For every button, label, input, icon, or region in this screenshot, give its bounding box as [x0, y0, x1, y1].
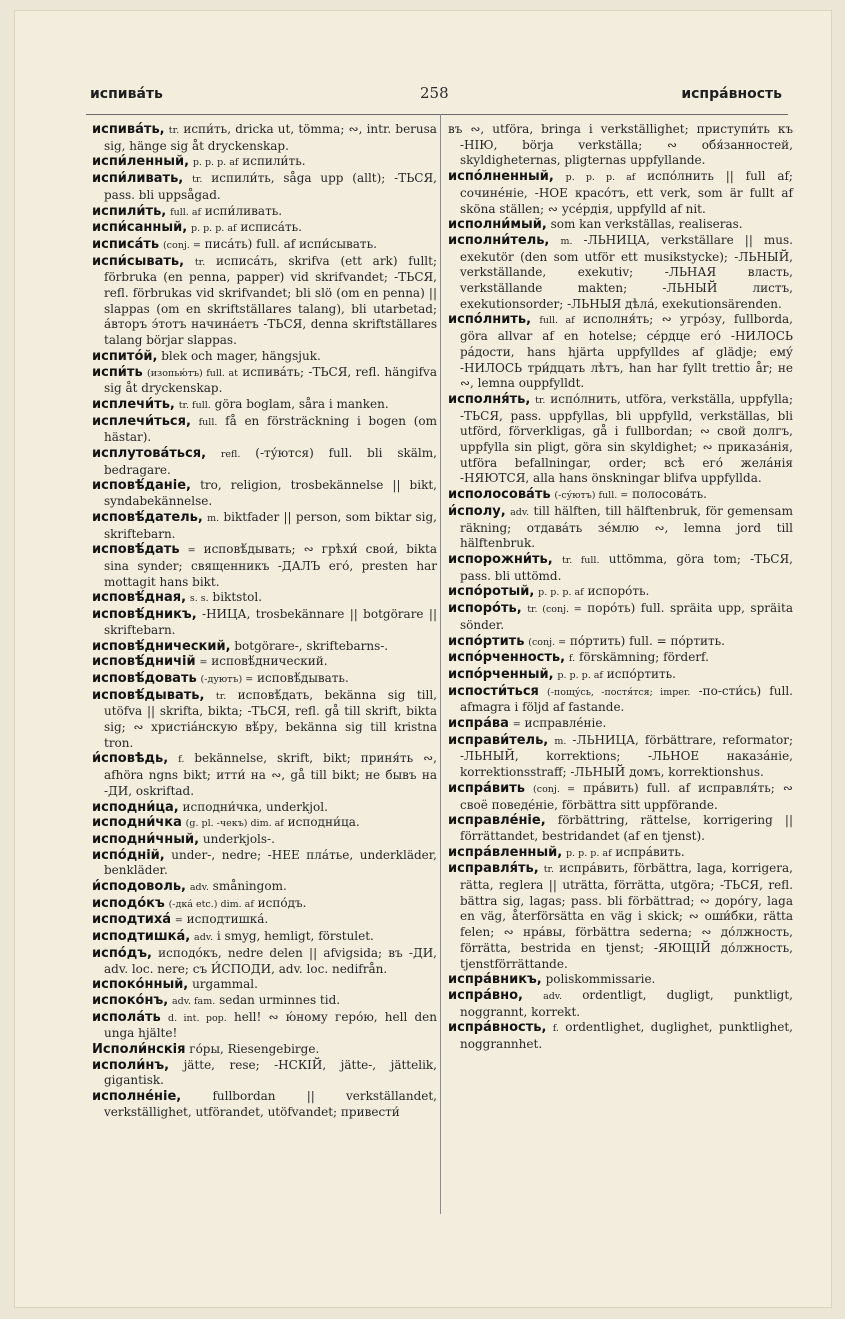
- entry-headword: исповѣ́дная,: [92, 590, 187, 606]
- entry-definition: hell! ∾ ю́ному геро́ю, hell den unga hjälte!: [104, 1009, 437, 1041]
- entry-grammar-label: (-дуютъ) =: [200, 673, 254, 685]
- entry-headword: испрáва: [448, 716, 509, 732]
- entry-headword: испи́ть: [92, 364, 143, 380]
- entry-definition: bekännelse, skrift, bikt; приня́ть ∾, afhöra ngns bikt; итти́ на ∾, gå till bikt; не бывъ на -ДИ, oskriftad.: [104, 751, 437, 798]
- entry-definition: under-, nedre; -НЕЕ плáтье, underkläder, benkläder.: [104, 847, 437, 878]
- entry-definition: испивáть; -ТЬСЯ, refl. hängifva sig åt dryckenskap.: [104, 364, 437, 396]
- dictionary-entry: [448, 988, 793, 1020]
- header-rule: [86, 114, 788, 115]
- entry-headword: испости́ться: [448, 683, 539, 699]
- dictionary-entry: [92, 993, 437, 1010]
- entry-headword: и́сподоволь,: [92, 879, 186, 895]
- entry-grammar-label: tr. (conj. =: [527, 604, 582, 616]
- entry-definition: исповѣ́днический.: [211, 654, 328, 669]
- entry-grammar-label: adv.: [510, 506, 530, 518]
- dictionary-entry: [92, 946, 437, 977]
- entry-definition: полосовáть.: [632, 487, 707, 502]
- entry-definition: испи́ть, dricka ut, tömma; ∾, intr. berusa sig, hänge sig åt dryckenskap.: [104, 122, 437, 153]
- dictionary-entry: [92, 220, 437, 237]
- entry-definition: исписáть.: [240, 220, 302, 235]
- entry-grammar-label: tr.: [215, 690, 227, 702]
- page-header: [78, 84, 788, 106]
- entry-headword: испо́лнить,: [448, 312, 532, 328]
- entry-definition: göra boglam, såra i manken.: [214, 396, 389, 411]
- dictionary-entry: [92, 977, 437, 993]
- entry-headword: исповѣ́днический,: [92, 638, 231, 654]
- dictionary-entry: [448, 487, 793, 504]
- entry-grammar-label: (-дкá etc.) dim. af: [168, 898, 254, 910]
- entry-headword: испо́дній,: [92, 847, 165, 863]
- dictionary-entry: [92, 349, 437, 365]
- entry-definition: испили́ть, såga upp (allt); -ТЬСЯ, pass. bli uppsågad.: [104, 171, 437, 202]
- dictionary-entry: [92, 1058, 437, 1089]
- entry-headword: испоро́ть,: [448, 601, 522, 617]
- entry-definition: tro, religion, trosbekännelse || bikt, syndabekännelse.: [104, 478, 437, 509]
- entry-grammar-label: tr.: [168, 125, 180, 136]
- entry-grammar-label: f.: [552, 1023, 559, 1035]
- dictionary-entry: [448, 667, 793, 684]
- entry-definition: прáвить) full. af исправля́ть; ∾ своё поведéніе, förbättra sitt uppförande.: [460, 780, 793, 812]
- dictionary-entry: [448, 392, 793, 487]
- dictionary-entry: [448, 845, 793, 862]
- entry-headword: исполни́тель,: [448, 232, 550, 248]
- entry-headword: исподни́ца,: [92, 799, 179, 815]
- dictionary-entry: [448, 312, 793, 392]
- entry-headword: испоко́нный,: [92, 977, 189, 993]
- entry-definition: få en försträckning i bogen (om hästar).: [104, 413, 437, 445]
- entry-definition: ordentlighet, duglighet, punktlighet, noggrannhet.: [460, 1020, 793, 1052]
- entry-definition: испили́ть.: [242, 154, 306, 169]
- dictionary-entry: [448, 122, 793, 169]
- entry-grammar-label: (conj. =: [162, 239, 201, 251]
- page-number: 258: [420, 84, 449, 102]
- dictionary-entry: [448, 813, 793, 844]
- entry-headword: исписáть: [92, 236, 160, 252]
- entry-headword: исполи́нъ,: [92, 1057, 170, 1073]
- entry-grammar-label: p. p. p. af: [557, 669, 603, 681]
- dictionary-entry: [448, 217, 793, 233]
- entry-definition: испи́ливать.: [204, 203, 283, 218]
- dictionary-entry: [92, 237, 437, 254]
- entry-definition: blek och mager, hängsjuk.: [161, 348, 321, 363]
- entry-headword: исправля́ть,: [448, 861, 539, 877]
- entry-grammar-label: p. p. p. af: [538, 587, 584, 599]
- entry-headword: исповѣ́довать: [92, 670, 197, 686]
- entry-definition: исподни́ца.: [287, 815, 360, 830]
- entry-definition: испоро́ть.: [587, 584, 650, 599]
- dictionary-entry: [92, 896, 437, 913]
- entry-definition: biktfader || person, som biktar sig, skriftebarn.: [104, 509, 437, 541]
- entry-headword: испрáвленный,: [448, 844, 563, 860]
- column-divider: [440, 114, 441, 1214]
- entry-definition: -ЛЬНИЦА, förbättrare, reformator; -ЛЬНЫЙ, korrektions; -ЛЬНОЕ наказáніе, korrektionsstraff; -ЛЬНЫЙ домъ, korrektionshus.: [460, 732, 793, 780]
- dictionary-entry: [92, 478, 437, 509]
- entry-headword: испрáвность,: [448, 1020, 547, 1036]
- entry-headword: исповѣ́дать: [92, 542, 180, 558]
- dictionary-entry: [448, 552, 793, 584]
- dictionary-entry: [92, 397, 437, 414]
- entry-definition: исполня́ть; ∾ угро́зу, fullborda, göra allvar af en hotelse; сéрдце его́ -НИЛОСЬ рáдости, hans hjärta uppfylldes af glädje; ему́ -НИЛОСЬ три́дцать лѣтъ, han har fyllt trettio år; не ∾, lemna ouppfylldt.: [460, 312, 793, 391]
- entry-definition: urgammal.: [192, 977, 258, 992]
- dictionary-entry: [92, 154, 437, 171]
- entry-definition: underkjols-.: [202, 831, 275, 846]
- entry-headword: испито́й,: [92, 348, 158, 364]
- dictionary-entry: [448, 972, 793, 988]
- entry-grammar-label: tr.: [535, 394, 546, 406]
- dictionary-entry: [92, 639, 437, 655]
- dictionary-entry: [92, 671, 437, 688]
- entry-grammar-label: adv.: [194, 932, 214, 944]
- entry-headword: исполни́мый,: [448, 217, 547, 233]
- entry-definition: (-ту́ются) full. bli skälm, bedragare.: [104, 446, 437, 477]
- entry-definition: jätte, rese; -НСКІЙ, jätte-, jättelik, gigantisk.: [104, 1057, 437, 1088]
- entry-grammar-label: adv.: [189, 882, 209, 894]
- entry-definition: го́ры, Riesengebirge.: [189, 1042, 320, 1057]
- dictionary-entry: [92, 1042, 437, 1058]
- entry-headword: испоко́нъ,: [92, 992, 169, 1008]
- entry-headword: исподтихá: [92, 912, 172, 928]
- dictionary-entry: [448, 861, 793, 972]
- entry-grammar-label: p. p. p. af: [565, 172, 636, 184]
- entry-grammar-label: p. p. p. af: [190, 223, 237, 235]
- entry-grammar-label: =: [174, 915, 183, 927]
- entry-definition: по́ртить) full. = по́ртить.: [569, 633, 725, 648]
- entry-headword: испи́ливать,: [92, 171, 184, 187]
- entry-definition: biktstol.: [212, 590, 263, 605]
- dictionary-entry: [448, 634, 793, 651]
- dictionary-entry: [92, 365, 437, 397]
- entry-grammar-label: f.: [568, 653, 576, 665]
- dictionary-entry: [92, 879, 437, 896]
- entry-definition: испрáвить.: [615, 844, 685, 859]
- entry-grammar-label: f.: [178, 754, 185, 766]
- entry-grammar-label: adv. fam.: [172, 995, 216, 1007]
- entry-definition: испрáвить, förbättra, laga, korrigera, rätta, reglera || uträtta, förrätta, utgöra; -ТЬСЯ, refl. bättra sig, lagas; pass. bli förbättrad; ∾ доро́гу, laga en väg, återförsätta en väg i skick; ∾ оши́бки, rätta felen; ∾ нрáвы, förbättra sederna; ∾ до́лжность, förrätta, bestrida en tjenst; -ЯЮЩІЙ до́лжность, tjenstförrättande.: [460, 861, 793, 971]
- entry-headword: испо́рченность,: [448, 650, 566, 666]
- entry-definition: förbättring, rättelse, korrigering || förrättandet, bestridandet (af en tjenst).: [460, 813, 793, 843]
- entry-definition: ordentligt, dugligt, punktligt, noggrannt, korrekt.: [460, 987, 793, 1019]
- dictionary-entry: [448, 650, 793, 667]
- entry-grammar-label: m.: [554, 735, 567, 747]
- entry-definition: исповѣ́дывать.: [257, 670, 349, 685]
- dictionary-entry: [448, 233, 793, 313]
- dictionary-entry: [92, 800, 437, 816]
- entry-headword: испо́ротый,: [448, 584, 535, 600]
- entry-grammar-label: tr. full.: [178, 399, 211, 411]
- entry-grammar-label: adv.: [543, 990, 563, 1002]
- entry-grammar-label: tr.: [194, 256, 206, 268]
- entry-headword: испрáвникъ,: [448, 972, 542, 988]
- entry-definition: исповѣ́дать, bekänna sig till, utöfva || skrifta, bikta; -ТЬСЯ, refl. gå till skrift, bikta sig; ∾ христіáнскую вѣ́ру, bekänna sig till kristna tron.: [104, 687, 437, 750]
- entry-grammar-label: (-су́ютъ) full. =: [554, 490, 629, 502]
- entry-headword: исподо́къ: [92, 895, 165, 911]
- entry-headword: исправлéніе,: [448, 813, 546, 829]
- entry-grammar-label: (conj. =: [533, 783, 576, 795]
- dictionary-entry: [92, 815, 437, 832]
- entry-definition: förskämning; förderf.: [578, 650, 709, 665]
- entry-headword: исплутовáться,: [92, 446, 207, 462]
- entry-definition: botgörare-, skriftebarns-.: [234, 638, 389, 653]
- entry-headword: испи́санный,: [92, 220, 188, 236]
- entry-headword: испо́дъ,: [92, 945, 152, 961]
- entry-grammar-label: m.: [560, 235, 573, 247]
- entry-definition: -НИЦА, trosbekännare || botgörare || skriftebarn.: [104, 607, 437, 637]
- dictionary-entry: [448, 584, 793, 601]
- entry-grammar-label: =: [199, 657, 208, 669]
- dictionary-entry: [92, 912, 437, 929]
- entry-definition: till hälften, till hälftenbruk, för gemensam räkning; отдавáть зéмлю ∾, lemna jord till hälftenbruk.: [460, 503, 793, 551]
- entry-headword: испи́ленный,: [92, 154, 190, 170]
- dictionary-entry: [92, 204, 437, 221]
- entry-definition: i smyg, hemligt, förstulet.: [216, 929, 374, 944]
- entry-headword: исполосовáть: [448, 487, 551, 503]
- entry-grammar-label: p. p. p. af: [566, 847, 612, 859]
- entry-headword: исповѣ́датель,: [92, 509, 203, 525]
- entry-headword: исповѣ́дничій: [92, 654, 196, 670]
- entry-grammar-label: tr. full.: [561, 554, 600, 566]
- entry-definition: uttömma, göra tom; -ТЬСЯ, pass. bli uttömd.: [460, 551, 793, 583]
- entry-headword: исподни́чка: [92, 815, 182, 831]
- entry-headword: исповѣ́дывать,: [92, 687, 205, 703]
- entry-grammar-label: =: [187, 545, 196, 557]
- entry-grammar-label: refl.: [220, 449, 241, 461]
- entry-definition: испо́лнить || full af; сочинéніе, -НОЕ красо́тъ, ett verk, som är fullt af sköna ställen; ∾ усéрдія, uppfylld af nit.: [460, 169, 793, 216]
- entry-grammar-label: d. int. pop.: [167, 1012, 227, 1024]
- entry-headword: исполне́ніе,: [92, 1089, 182, 1105]
- entry-grammar-label: full. af: [539, 315, 575, 327]
- entry-grammar-label: (conj. =: [528, 636, 567, 648]
- entry-definition: исправлéніе.: [524, 716, 607, 731]
- entry-definition: исподни́чка, underkjol.: [182, 799, 328, 814]
- right-column: [448, 122, 793, 1053]
- entry-definition: писáть) full. af испи́сывать.: [204, 236, 377, 251]
- entry-grammar-label: (-пощу́сь, -постя́тся; imper.: [547, 686, 691, 698]
- dictionary-entry: [92, 446, 437, 478]
- entry-definition: исписáть, skrifva (ett ark) fullt; förbruka (en penna, papper) vid skrifvandet; -ТЬСЯ, refl. förbrukas vid skrifvandet; bli slö (om en penna) || slappas (om en skriftställares talang), bli utarbetad; áвторъ э́тотъ начинáетъ -ТЬСЯ, denna skriftställares talang börjar slappas.: [104, 253, 437, 348]
- entry-headword: исповѣ́даніе,: [92, 478, 191, 494]
- dictionary-entry: [92, 414, 437, 446]
- entry-grammar-label: =: [512, 719, 521, 731]
- entry-grammar-label: tr.: [192, 174, 203, 186]
- entry-headword: исповѣ́дникъ,: [92, 607, 197, 623]
- entry-definition: poliskommissarie.: [545, 972, 656, 987]
- entry-grammar-label: p. p. p. af: [192, 157, 239, 169]
- entry-headword: испо́лненный,: [448, 169, 554, 185]
- dictionary-entry: [92, 1010, 437, 1042]
- entry-grammar-label: full. af: [170, 206, 201, 218]
- entry-definition: испо́дъ.: [257, 895, 307, 910]
- dictionary-entry: [92, 171, 437, 203]
- entry-headword: испи́сывать,: [92, 253, 185, 269]
- entry-headword: исподни́чный,: [92, 831, 200, 847]
- entry-headword: и́сполу,: [448, 503, 506, 519]
- dictionary-entry: [92, 751, 437, 799]
- dictionary-entry: [92, 929, 437, 946]
- entry-grammar-label: tr.: [543, 864, 555, 876]
- entry-grammar-label: (изопью́тъ) full. at: [146, 367, 238, 379]
- entry-headword: испорожни́ть,: [448, 551, 553, 567]
- entry-headword: испрáвить: [448, 780, 525, 796]
- dictionary-entry: [92, 510, 437, 542]
- dictionary-entry: [92, 542, 437, 590]
- entry-definition: sedan urminnes tid.: [219, 992, 341, 1007]
- entry-definition: som kan verkställas, realiseras.: [550, 217, 743, 232]
- dictionary-entry: [92, 254, 437, 349]
- dictionary-entry: [92, 122, 437, 154]
- entry-definition: исподо́къ, nedre delen || afvigsida; въ -ДИ, adv. loc. nere; съ И́СПОДИ, adv. loc. nedifrån.: [104, 945, 437, 976]
- dictionary-entry: [92, 607, 437, 638]
- entry-definition: въ ∾, utföra, bringa i verkställighet; приступи́ть къ -НІЮ, börja verkställa; ∾ обя́занностей, skyldigheternas, pligternas uppfyllande.: [448, 122, 793, 168]
- entry-definition: испо́лнить, utföra, verkställa, uppfylla; -ТЬСЯ, pass. uppfyllas, bli uppfylld, verkställas, bli utförd, förverkligas, gå i fullbordan; ∾ свой долгъ, uppfylla sin pligt, göra sin skyldighet; ∾ приказáнія, utföra befallningar, order; всѣ его́ желáнія -НЯЮТСЯ, alla hans önskningar blifva uppfyllda.: [460, 391, 793, 486]
- entry-definition: -ЛЬНИЦА, verkställare || mus. exekutör (den som utför ett musikstycke); -ЛЬНЫЙ, verkställande, exekutiv; -ЛЬНАЯ власть, verkställande makten; -ЛЬНЫЙ листъ, exekutionsorder; -ЛЬНЫЯ дѣлá, exekutionsärenden.: [460, 232, 793, 311]
- entry-headword: исплечи́ть,: [92, 396, 175, 412]
- entry-definition: исподтишкá.: [186, 912, 269, 927]
- entry-grammar-label: (g. pl. -чекъ) dim. af: [185, 818, 284, 830]
- entry-grammar-label: full.: [198, 416, 218, 428]
- dictionary-entry: [448, 716, 793, 733]
- dictionary-entry: [92, 848, 437, 879]
- dictionary-entry: [448, 169, 793, 217]
- left-running-headword: испивáть: [90, 86, 163, 102]
- dictionary-entry: [92, 1089, 437, 1120]
- entry-headword: испивáть,: [92, 122, 165, 137]
- dictionary-entry: [92, 590, 437, 607]
- entry-definition: småningom.: [212, 879, 287, 894]
- dictionary-entry: [448, 684, 793, 716]
- dictionary-entry: [448, 781, 793, 813]
- entry-headword: и́сповѣдь,: [92, 751, 169, 767]
- entry-definition: исповѣ́дывать; ∾ грѣхи́ свои́, bikta sina synder; священникъ -ДАЛЪ его́, presten har mottagit hans bikt.: [104, 542, 437, 589]
- right-running-headword: испрáвность: [681, 86, 782, 102]
- entry-headword: испо́ртить: [448, 633, 525, 649]
- dictionary-entry: [448, 601, 793, 633]
- dictionary-entry: [448, 504, 793, 552]
- dictionary-entry: [92, 688, 437, 752]
- entry-headword: исправи́тель,: [448, 732, 549, 748]
- entry-headword: испили́ть,: [92, 203, 167, 219]
- entry-headword: исполня́ть,: [448, 391, 531, 407]
- entry-grammar-label: s. s.: [189, 593, 209, 605]
- entry-definition: -по-сти́сь) full. afmagra i följd af fastande.: [460, 683, 793, 715]
- dictionary-entry: [92, 654, 437, 671]
- dictionary-entry: [92, 832, 437, 848]
- dictionary-entry: [448, 733, 793, 781]
- entry-headword: исподтишкá,: [92, 929, 191, 945]
- entry-headword: исполáть: [92, 1009, 161, 1025]
- entry-headword: испо́рченный,: [448, 666, 554, 682]
- entry-headword: исплечи́ться,: [92, 413, 191, 429]
- entry-definition: fullbordan || verkställandet, verkställighet, utförandet, utöfvandet; привести́: [104, 1089, 437, 1119]
- left-column: [92, 122, 437, 1121]
- dictionary-entry: [448, 1020, 793, 1052]
- entry-headword: испрáвно,: [448, 987, 523, 1003]
- entry-definition: поро́ть) full. spräita upp, spräita sönder.: [460, 601, 793, 632]
- entry-definition: испо́ртить.: [606, 666, 676, 681]
- entry-headword: Исполи́нскія: [92, 1042, 186, 1058]
- entry-grammar-label: m.: [207, 512, 220, 524]
